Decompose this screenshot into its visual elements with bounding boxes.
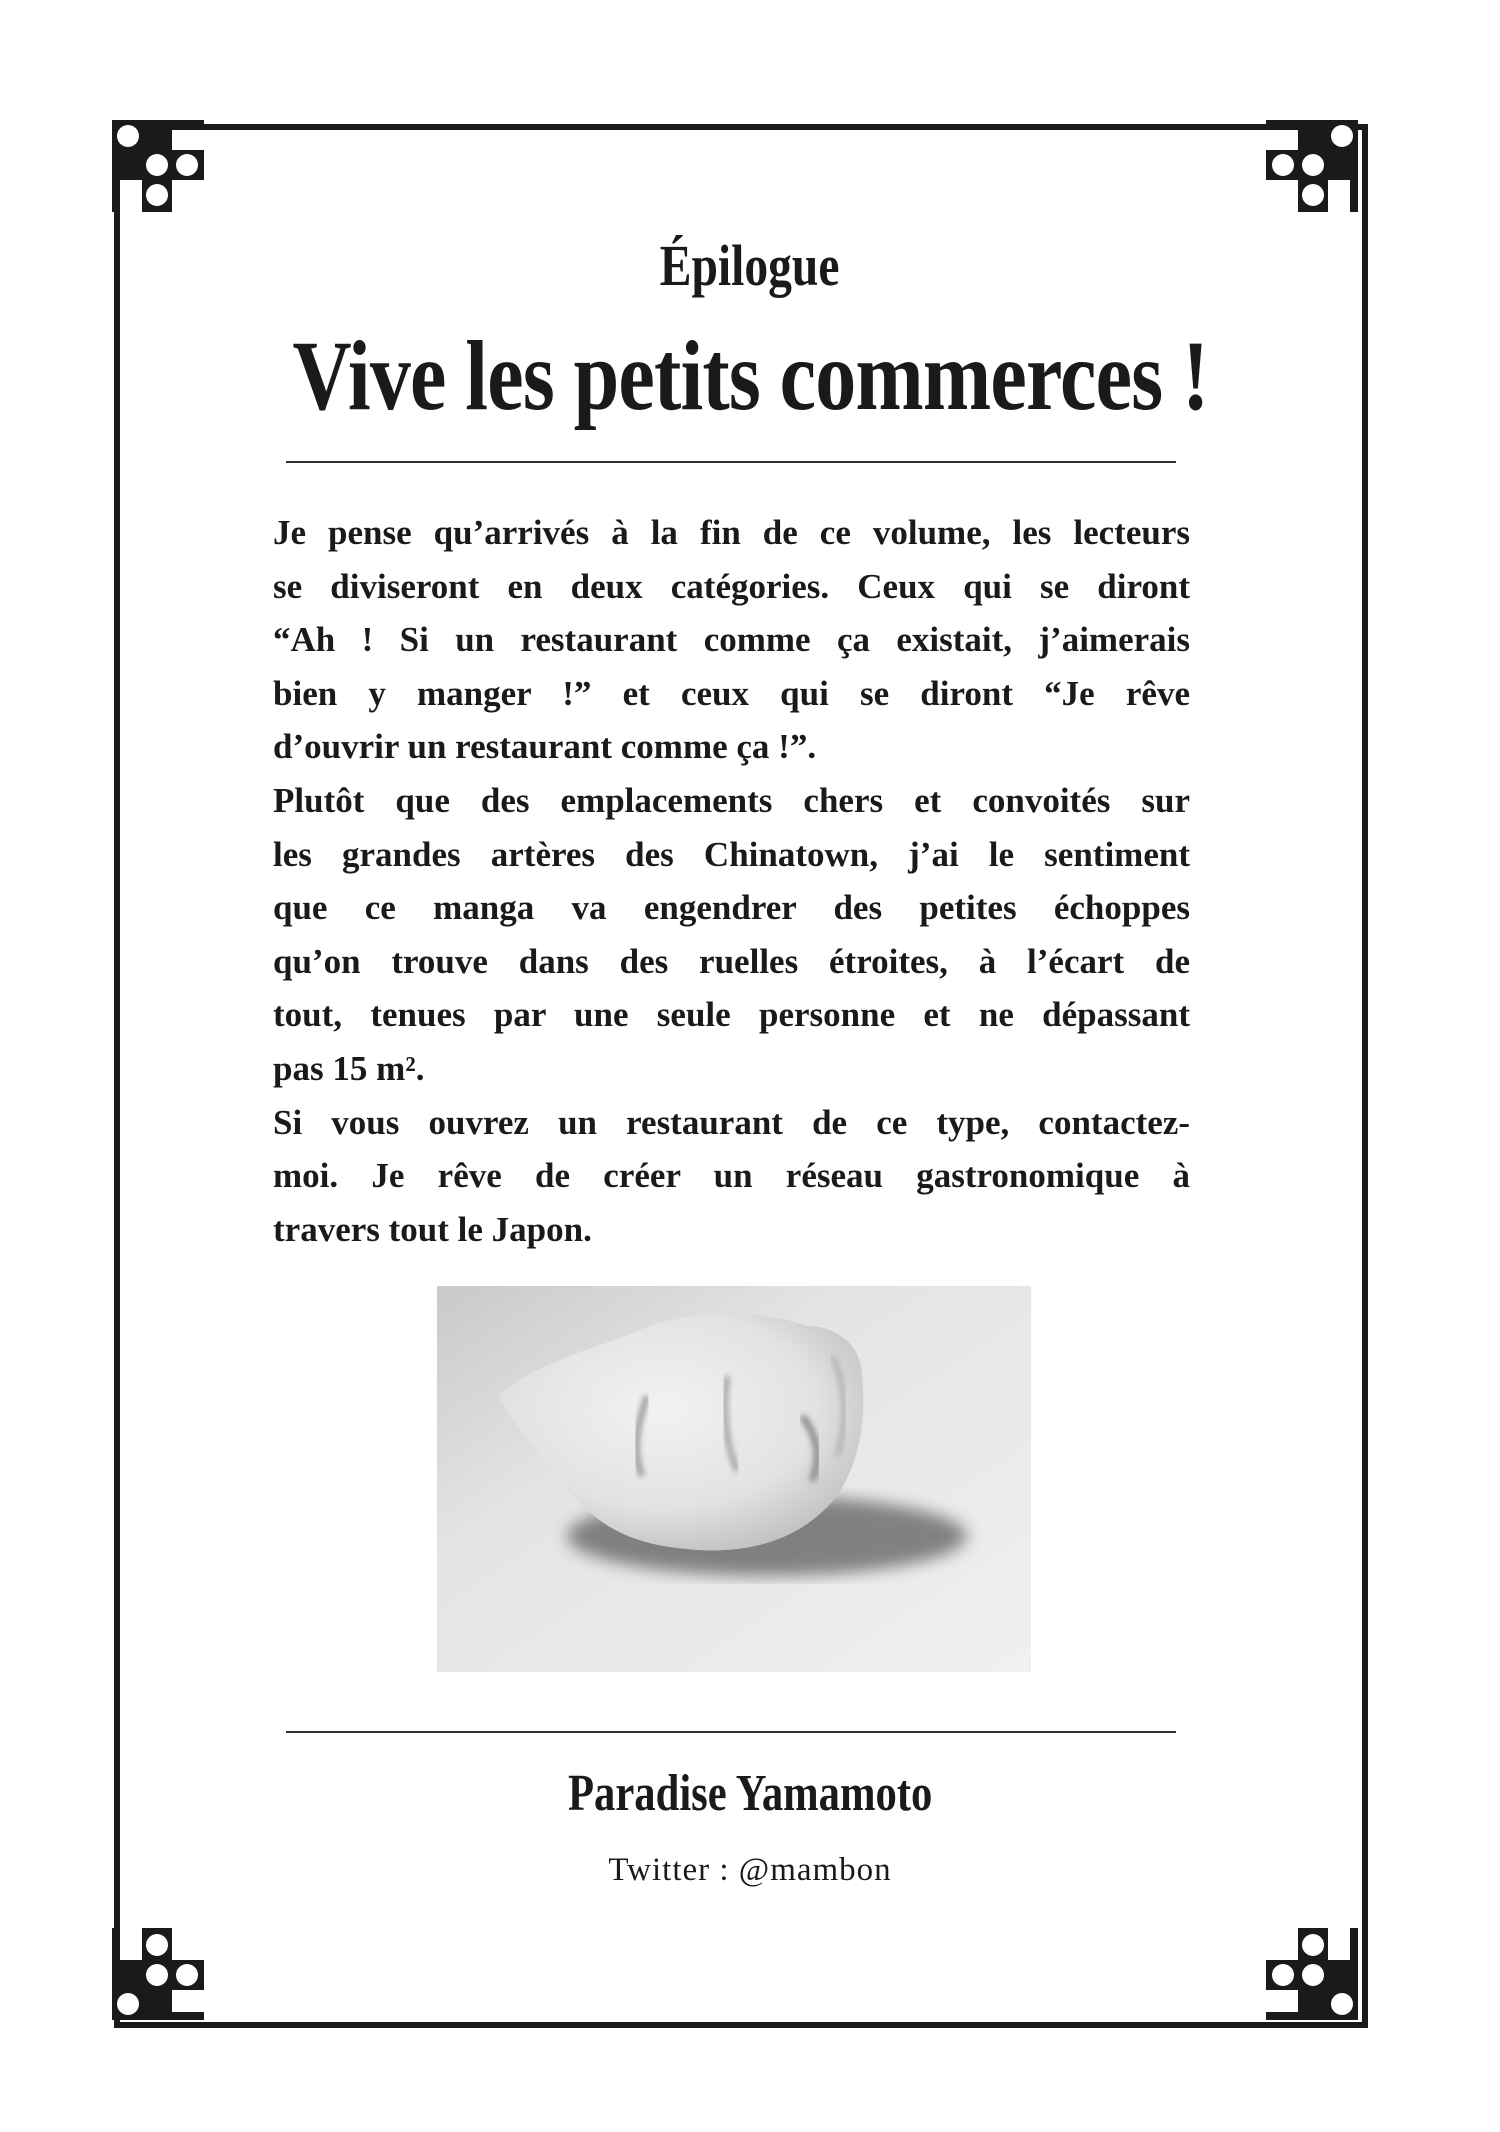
divider-top <box>286 461 1176 463</box>
body-line: qu’on trouve dans des ruelles étroites, à l’écart de <box>273 941 1190 981</box>
body-line: “Ah ! Si un restaurant comme ça existait, j’aimerais <box>273 620 1190 660</box>
author-name <box>0 1764 1500 1823</box>
body-line: moi. Je rêve de créer un réseau gastronomique à <box>273 1156 1190 1196</box>
body-line: pas 15 m². <box>273 1048 425 1088</box>
body-line: travers tout le Japon. <box>273 1209 592 1249</box>
author-name-text: Paradise Yamamoto <box>567 1765 933 1822</box>
body-line: tout, tenues par une seule personne et ne dépassant <box>273 995 1190 1035</box>
body-line: bien y manger !” et ceux qui se diront “Je rêve <box>273 673 1190 713</box>
body-line: Plutôt que des emplacements chers et convoités sur <box>273 780 1190 820</box>
page-title-text: Vive les petits commerces ! <box>292 320 1208 431</box>
corner-ornament-icon <box>108 1924 208 2024</box>
epilogue-body-text <box>273 506 1190 1256</box>
body-line: d’ouvrir un restaurant comme ça !”. <box>273 727 817 767</box>
body-line: Si vous ouvrez un restaurant de ce type, contactez- <box>273 1102 1190 1142</box>
body-line: se diviseront en deux catégories. Ceux qui se diront <box>273 566 1190 606</box>
body-line: Je pense qu’arrivés à la fin de ce volume, les lecteurs <box>273 513 1190 552</box>
epilogue-heading <box>0 232 1500 299</box>
body-line: les grandes artères des Chinatown, j’ai le sentiment <box>273 834 1190 874</box>
page-title <box>0 318 1500 433</box>
corner-ornament-icon <box>1262 116 1362 216</box>
dumpling-photo <box>437 1286 1031 1672</box>
corner-ornament-icon <box>1262 1924 1362 2024</box>
body-line: que ce manga va engendrer des petites échoppes <box>273 888 1190 928</box>
author-twitter: Twitter : @mambon <box>608 1852 892 1888</box>
epilogue-heading-text: Épilogue <box>660 233 840 298</box>
divider-bottom <box>286 1731 1176 1733</box>
corner-ornament-icon <box>108 116 208 216</box>
